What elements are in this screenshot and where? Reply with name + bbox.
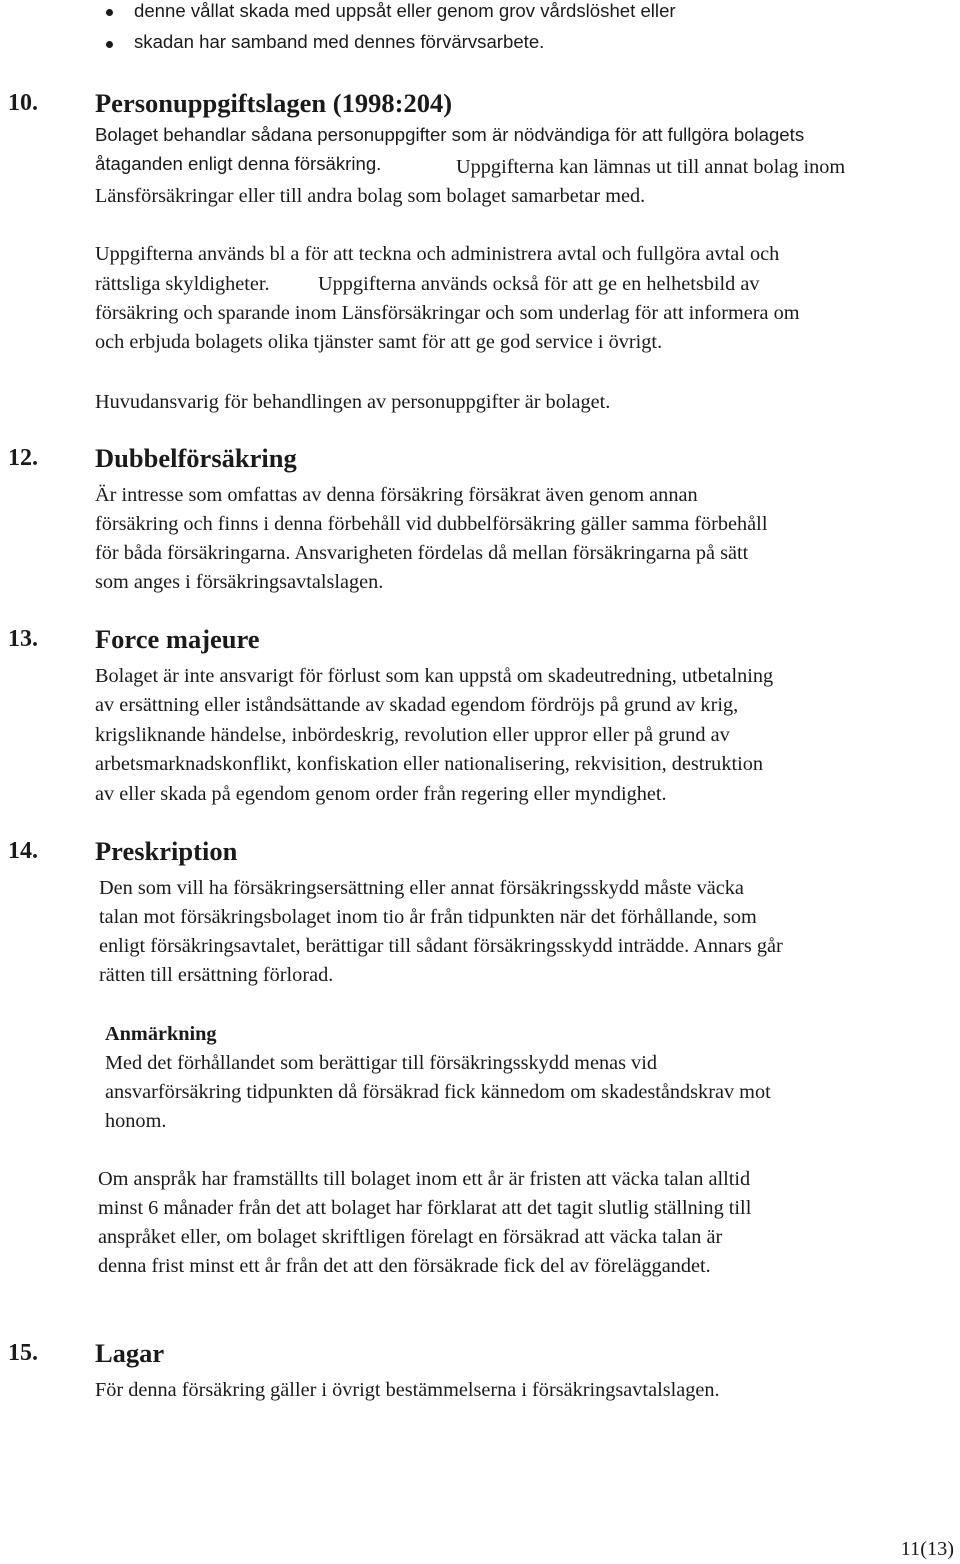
note-title: Anmärkning: [105, 1023, 217, 1045]
paragraph-line: Huvudansvarig för behandlingen av personuppgifter är bolaget.: [95, 391, 611, 413]
paragraph-line: försäkring och sparande inom Länsförsäkringar och som underlag för att informera om: [95, 302, 800, 324]
paragraph-line: Uppgifterna används också för att ge en helhetsbild av: [318, 273, 760, 295]
paragraph-line: för båda försäkringarna. Ansvarigheten fördelas då mellan försäkringarna på sätt: [95, 542, 749, 564]
section-title: Preskription: [95, 836, 238, 866]
section-title: Personuppgiftslagen (1998:204): [95, 88, 453, 118]
paragraph-line: Om anspråk har framställts till bolaget inom ett år är fristen att väcka talan alltid: [98, 1168, 751, 1190]
section-title: Dubbelförsäkring: [95, 443, 297, 473]
paragraph-line: rättsliga skyldigheter.: [95, 273, 270, 295]
paragraph-line: För denna försäkring gäller i övrigt bestämmelserna i försäkringsavtalslagen.: [95, 1379, 720, 1401]
section-number: 15.: [8, 1340, 38, 1366]
paragraph-line: Uppgifterna används bl a för att teckna och administrera avtal och fullgöra avtal och: [95, 243, 780, 265]
paragraph-line: anspråket eller, om bolaget skriftligen förelagt en försäkrad att väcka talan är: [98, 1226, 723, 1248]
section-title: Lagar: [95, 1338, 165, 1368]
section-title: Force majeure: [95, 624, 260, 654]
paragraph-line: av ersättning eller iståndsättande av skadad egendom fördröjs på grund av krig,: [95, 694, 739, 716]
page-number: 11(13): [900, 1538, 954, 1560]
paragraph-line: av eller skada på egendom genom order från regering eller myndighet.: [95, 783, 667, 805]
note-line: Med det förhållandet som berättigar till försäkringsskydd menas vid: [105, 1052, 657, 1074]
paragraph-line: Bolaget behandlar sådana personuppgifter som är nödvändiga för att fullgöra bolagets: [95, 124, 805, 145]
section-number: 12.: [8, 445, 38, 471]
paragraph-line: och erbjuda bolagets olika tjänster samt för att ge god service i övrigt.: [95, 331, 663, 353]
paragraph-line: Är intresse som omfattas av denna försäkring försäkrat även genom annan: [95, 484, 698, 506]
paragraph-line: Den som vill ha försäkringsersättning eller annat försäkringsskydd måste väcka: [99, 877, 744, 899]
bullet-item: skadan har samband med dennes förvärvsarbete.: [134, 31, 545, 52]
paragraph-line: åtaganden enligt denna försäkring.: [95, 153, 382, 174]
paragraph-line: Bolaget är inte ansvarigt för förlust som kan uppstå om skadeutredning, utbetalning: [95, 665, 774, 687]
paragraph-line: krigsliknande händelse, inbördeskrig, revolution eller uppror eller på grund av: [95, 724, 730, 746]
bullet-item: denne vållat skada med uppsåt eller genom grov vårdslöshet eller: [134, 0, 676, 21]
bullet-dot: [106, 9, 113, 16]
section-number: 14.: [8, 838, 38, 864]
paragraph-line: som anges i försäkringsavtalslagen.: [95, 571, 384, 593]
paragraph-line: försäkring och finns i denna förbehåll vid dubbelförsäkring gäller samma förbehåll: [95, 513, 768, 535]
paragraph-line: rätten till ersättning förlorad.: [99, 964, 334, 986]
bullet-dot: [106, 41, 113, 48]
paragraph-line: enligt försäkringsavtalet, berättigar till sådant försäkringsskydd inträdde. Annars går: [99, 935, 783, 957]
paragraph-line: minst 6 månader från det att bolaget har förklarat att det tagit slutlig ställning till: [98, 1197, 752, 1219]
section-number: 13.: [8, 626, 38, 652]
paragraph-line: Länsförsäkringar eller till andra bolag som bolaget samarbetar med.: [95, 185, 646, 207]
note-line: ansvarförsäkring tidpunkten då försäkrad fick kännedom om skadeståndskrav mot: [105, 1081, 771, 1103]
note-line: honom.: [105, 1110, 167, 1132]
paragraph-line: Uppgifterna kan lämnas ut till annat bolag inom: [456, 156, 846, 178]
section-number: 10.: [8, 90, 38, 116]
paragraph-line: arbetsmarknadskonflikt, konfiskation eller nationalisering, rekvisition, destruktion: [95, 753, 764, 775]
paragraph-line: talan mot försäkringsbolaget inom tio år från tidpunkten när det förhållande, som: [99, 906, 757, 928]
paragraph-line: denna frist minst ett år från det att den försäkrade fick del av föreläggandet.: [98, 1255, 711, 1277]
